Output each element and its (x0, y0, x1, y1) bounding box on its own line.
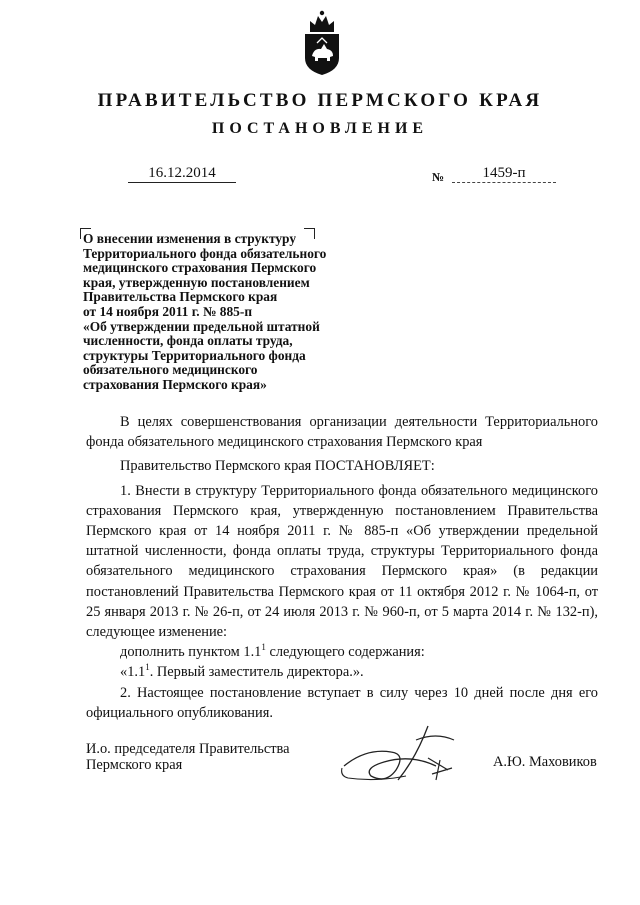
subject-line: от 14 ноября 2011 г. № 885-п (83, 303, 253, 319)
clause-1-paragraph: 1. Внести в структуру Территориального фонда обязательного медицинского страхования Пермского края, утвержденную постановлением Правительства Пермского края от 14 ноября 2011 г. № 885-п «Об утверждении предельной штатной численности, фонда оплаты труда, структуры Территориального фонда обязательного медицинского страхования Пермского края» (в редакции постановлений Правительства Пермского края от 11 октября 2012 г. № 1064-п, от 25 января 2013 г. № 26-п, от 24 июля 2013 г. № 960-п, от 5 марта 2014 г. № 132-п), следующее изменение: (86, 482, 598, 641)
subject-line: Территориального фонда обязательного (83, 245, 327, 261)
subject-line: медицинского страхования Пермского (83, 260, 317, 276)
handwritten-signature (336, 718, 466, 796)
amendment-text-end: следующего содержания: (265, 644, 425, 661)
signatory-role-line: Пермского края (86, 757, 183, 773)
subject-line: численности, фонда оплаты труда, (83, 333, 293, 349)
subject-line: Правительства Пермского края (83, 289, 278, 305)
subject-line: страхования Пермского края» (83, 376, 267, 392)
subject-line: края, утвержденную постановлением (83, 274, 310, 290)
document-subject (83, 232, 373, 393)
document-date: 16.12.2014 (128, 165, 236, 183)
preamble-paragraph: В целях совершенствования организации деятельности Территориального фонда обязательного медицинского страхования Пермского края (86, 414, 598, 451)
new-item-text: «1.1 (120, 664, 146, 681)
superscript: 1 (261, 642, 266, 653)
new-item-paragraph (86, 662, 598, 682)
clause-2-paragraph: 2. Настоящее постановление вступает в силу через 10 дней после дня его официального опубликования. (86, 684, 598, 721)
organization-title: ПРАВИТЕЛЬСТВО ПЕРМСКОГО КРАЯ (97, 90, 543, 111)
new-item-text-end: . Первый заместитель директора.». (149, 664, 364, 681)
subject-line: «Об утверждении предельной штатной (83, 318, 320, 334)
subject-line: обязательного медицинского (83, 362, 258, 378)
subject-line: структуры Территориального фонда (83, 347, 306, 363)
amendment-text: дополнить пунктом 1.1 (120, 644, 262, 661)
document-body (86, 412, 598, 723)
superscript: 1 (145, 662, 150, 673)
signatory-role-line: И.о. председателя Правительства (86, 741, 290, 757)
coat-of-arms-emblem (302, 8, 342, 76)
resolves-paragraph: Правительство Пермского края ПОСТАНОВЛЯЕТ: (120, 458, 435, 475)
number-sign: № (432, 170, 445, 184)
document-type: ПОСТАНОВЛЕНИЕ (211, 120, 429, 137)
amendment-paragraph (86, 642, 598, 662)
document-number: 1459-п (452, 165, 556, 183)
subject-line: О внесении изменения в структуру (83, 231, 297, 246)
signatory-role (86, 741, 290, 773)
signatory-name: А.Ю. Маховиков (493, 754, 597, 770)
